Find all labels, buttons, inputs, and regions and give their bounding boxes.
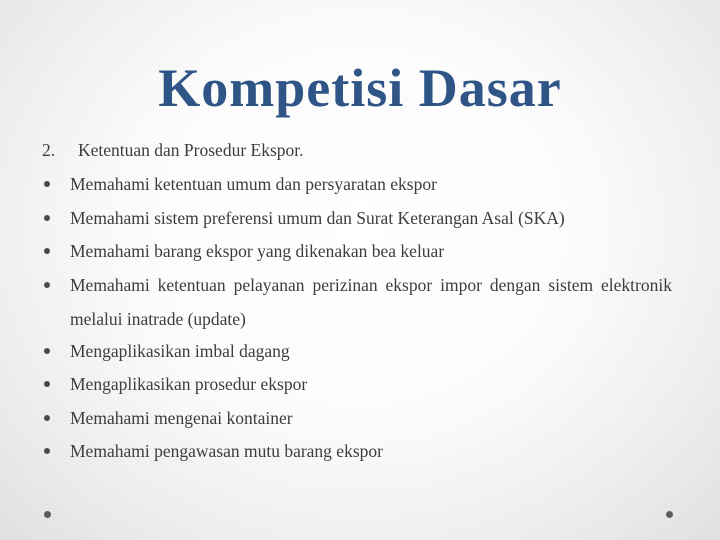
bullet-dot-icon	[44, 448, 50, 454]
bullet-dot-icon	[44, 415, 50, 421]
list-item-text: Memahami pengawasan mutu barang ekspor	[70, 441, 383, 461]
list-item	[42, 268, 672, 336]
decorative-dot-icon	[666, 511, 673, 518]
list-item	[42, 207, 672, 229]
list-item-text: Memahami mengenai kontainer	[70, 407, 293, 428]
intro-text: Ketentuan dan Prosedur Ekspor.	[78, 140, 304, 160]
list-item-text: Memahami sistem preferensi umum dan Surat Keterangan Asal (SKA)	[70, 207, 565, 228]
list-item	[42, 240, 672, 262]
list-item	[42, 173, 672, 195]
intro-number: 2.	[42, 140, 56, 160]
bullet-dot-icon	[44, 215, 50, 221]
bullet-dot-icon	[44, 282, 50, 288]
bullet-dot-icon	[44, 381, 50, 387]
slide-content	[42, 140, 672, 474]
competency-list	[42, 173, 672, 462]
intro-line	[42, 140, 672, 162]
bullet-dot-icon	[44, 181, 50, 187]
bullet-dot-icon	[44, 348, 50, 354]
list-item-text: Memahami ketentuan pelayanan perizinan ekspor impor dengan sistem elektronik melalui inatrade (update)	[70, 274, 672, 329]
slide-title: Kompetisi Dasar	[158, 58, 562, 118]
list-item-text: Mengaplikasikan imbal dagang	[70, 340, 290, 361]
decorative-dot-icon	[44, 511, 51, 518]
bullet-dot-icon	[44, 248, 50, 254]
list-item-text: Memahami ketentuan umum dan persyaratan ekspor	[70, 174, 437, 194]
list-item-text: Mengaplikasikan prosedur ekspor	[70, 374, 308, 394]
list-item	[42, 440, 672, 462]
list-item-text: Memahami barang ekspor yang dikenakan bea keluar	[70, 241, 445, 261]
list-item	[42, 340, 672, 362]
list-item	[42, 373, 672, 395]
list-item	[42, 407, 672, 429]
